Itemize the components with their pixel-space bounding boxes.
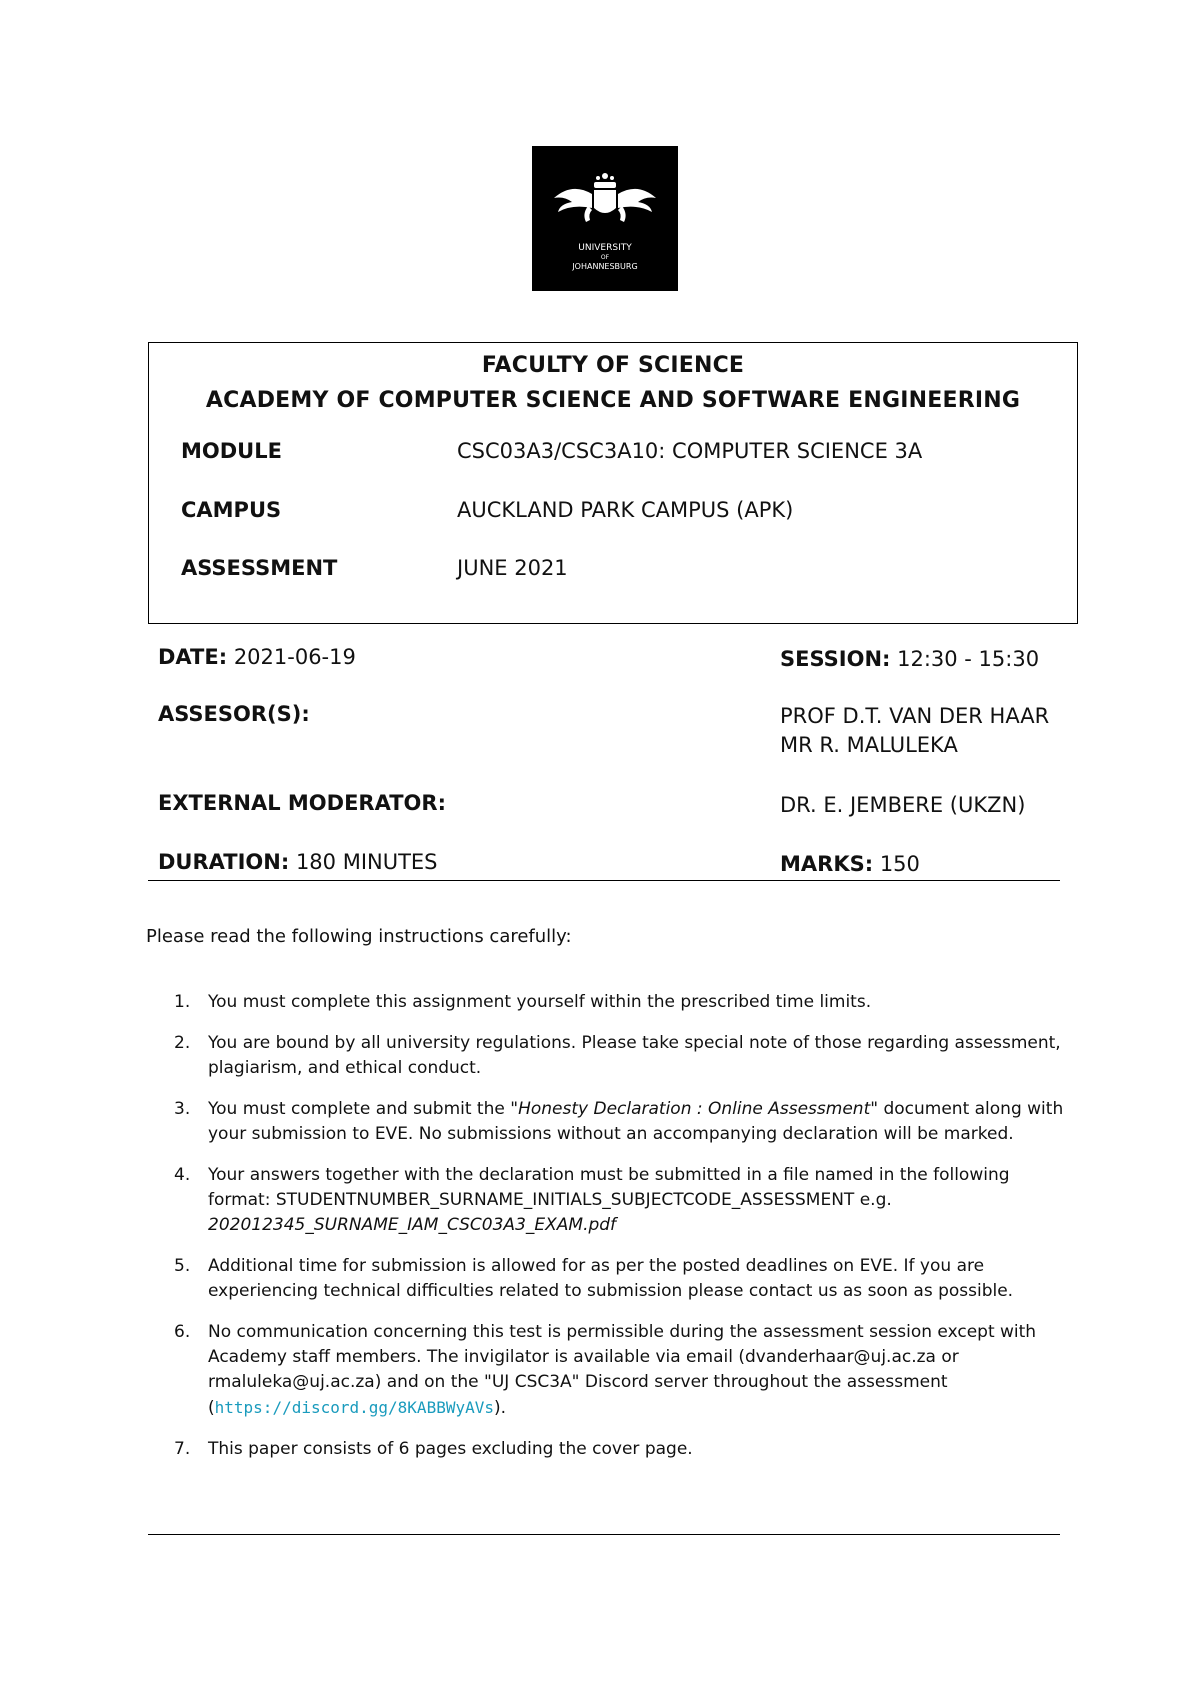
session-label: SESSION:: [780, 647, 891, 671]
item-text: This paper consists of 6 pages excluding the cover page.: [208, 1439, 693, 1459]
item-text-pre: You must complete and submit the: [208, 1099, 511, 1119]
logo-text-line3: JOHANNESBURG: [572, 262, 638, 271]
campus-label: CAMPUS: [181, 498, 282, 522]
moderator-label-text: EXTERNAL MODERATOR:: [158, 791, 446, 815]
item-number: 2.: [174, 1033, 191, 1053]
instructions-intro: Please read the following instructions carefully:: [146, 926, 572, 947]
duration-value: 180 MINUTES: [295, 850, 438, 874]
marks-value: 150: [879, 852, 920, 876]
date-label: DATE:: [158, 645, 228, 669]
marks-field: [780, 850, 920, 879]
assessors-label-text: ASSESOR(S):: [158, 702, 310, 726]
list-item: [146, 1163, 1066, 1238]
example-filename: 202012345_SURNAME_IAM_CSC03A3_EXAM.pdf: [208, 1215, 617, 1235]
assessment-label: ASSESSMENT: [181, 556, 338, 580]
logo-text-line1: UNIVERSITY: [578, 243, 632, 253]
item-text-pre: Your answers together with the declaration must be submitted in a file named in the following format: STUDENTNUMBER_SURNAME_INITIALS_SUBJECTCODE_ASSESSMENT e.g.: [208, 1165, 1010, 1210]
list-item: [146, 1437, 1066, 1462]
assessors-list: [780, 702, 1049, 760]
marks-label: MARKS:: [780, 852, 874, 876]
header-box: [148, 342, 1078, 624]
item-number: 4.: [174, 1165, 191, 1185]
assessor-1: PROF D.T. VAN DER HAAR: [780, 704, 1050, 728]
moderator-value: DR. E. JEMBERE (UKZN): [780, 793, 1026, 817]
instructions-list: [146, 990, 1066, 1478]
list-item: [146, 1320, 1066, 1421]
list-item: [146, 1254, 1066, 1304]
university-crest-icon: [532, 146, 678, 291]
item-number: 3.: [174, 1099, 191, 1119]
list-item: [146, 1097, 1066, 1147]
item-text-post: ).: [494, 1398, 507, 1418]
duration-label: DURATION:: [158, 850, 290, 874]
divider-top: [148, 880, 1060, 881]
date-field: [158, 645, 356, 669]
campus-value: AUCKLAND PARK CAMPUS (APK): [457, 498, 794, 522]
item-text: You are bound by all university regulations. Please take special note of those regarding assessment, plagiarism, and ethical conduct.: [208, 1033, 1061, 1078]
assessor-2: MR R. MALULEKA: [780, 733, 958, 757]
module-value: CSC03A3/CSC3A10: COMPUTER SCIENCE 3A: [457, 439, 923, 463]
item-text: Additional time for submission is allowed for as per the posted deadlines on EVE. If you are experiencing technical difficulties related to submission please contact us as soon as possible.: [208, 1256, 1014, 1301]
academy-title: ACADEMY OF COMPUTER SCIENCE AND SOFTWARE ENGINEERING: [205, 388, 1021, 413]
moderator-label: [158, 791, 446, 815]
duration-field: [158, 850, 438, 874]
date-value: 2021-06-19: [233, 645, 356, 669]
faculty-title: FACULTY OF SCIENCE: [481, 353, 745, 378]
item-number: 5.: [174, 1256, 191, 1276]
item-number: 7.: [174, 1439, 191, 1459]
module-label: MODULE: [181, 439, 282, 463]
item-number: 1.: [174, 992, 191, 1012]
list-item: [146, 990, 1066, 1015]
item-number: 6.: [174, 1322, 191, 1342]
assessors-label: [158, 702, 310, 726]
session-field: [780, 645, 1039, 674]
item-text: You must complete this assignment yourself within the prescribed time limits.: [208, 992, 872, 1012]
list-item: [146, 1031, 1066, 1081]
session-value: 12:30 - 15:30: [897, 647, 1040, 671]
declaration-document-name: "Honesty Declaration : Online Assessment": [510, 1099, 879, 1119]
discord-link[interactable]: https://discord.gg/8KABBWyAVs: [214, 1398, 494, 1417]
item-text-pre: No communication concerning this test is permissible during the assessment session except with Academy staff members. The invigilator is available via email (dvanderhaar@uj.ac.za or rmaluleka@uj.ac.za) and on the "UJ CSC3A" Discord server throughout the assessment (: [208, 1322, 1037, 1418]
divider-bottom: [148, 1534, 1060, 1535]
assessment-value: JUNE 2021: [457, 556, 568, 580]
university-logo: [532, 146, 678, 291]
logo-text-line2: OF: [600, 254, 610, 261]
item-text-post: document along with your submission to EVE. No submissions without an accompanying declaration will be marked.: [208, 1099, 1064, 1144]
